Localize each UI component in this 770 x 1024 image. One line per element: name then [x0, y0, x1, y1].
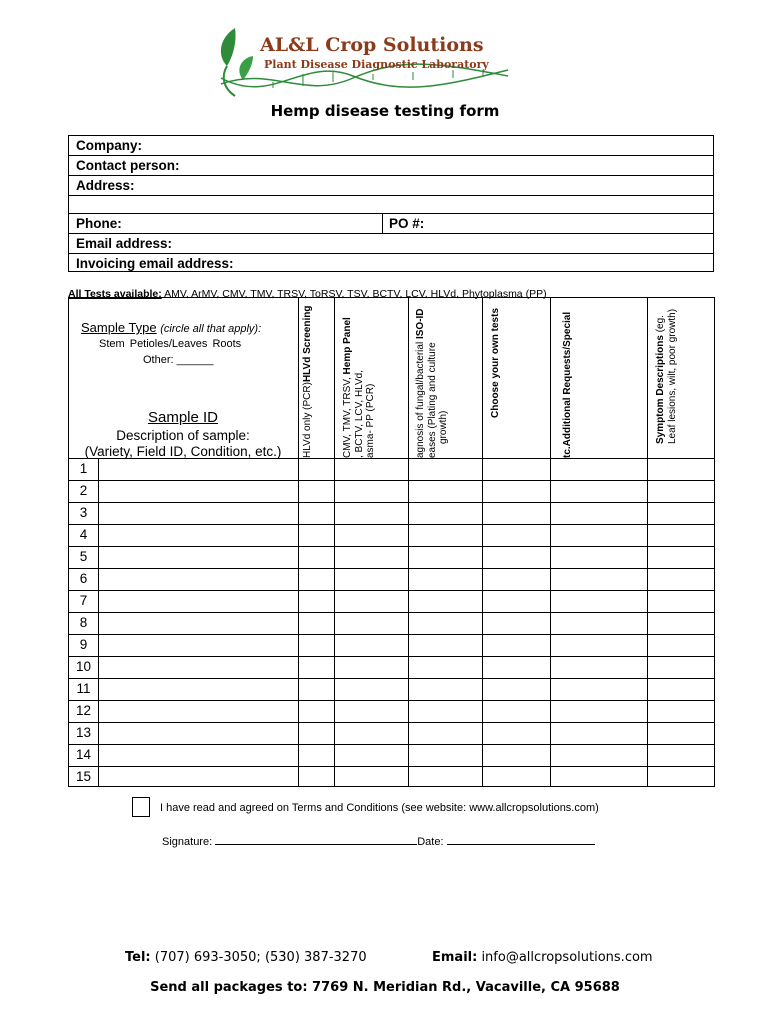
row-line	[69, 502, 714, 503]
company-label: Company:	[76, 138, 143, 153]
symptom-descriptions-header: Symptom Descriptions (eg. Leaf lesions, wilt, poor growth)	[655, 308, 678, 444]
row-number: 4	[79, 527, 88, 542]
sample-type-label: Sample Type (circle all that apply):	[81, 320, 262, 335]
form-title: Hemp disease testing form	[270, 102, 500, 120]
phone-label: Phone:	[76, 216, 122, 231]
po-field[interactable]: PO #:	[389, 216, 425, 231]
row-line	[69, 458, 714, 459]
choose-tests-header: Choose your own tests	[490, 307, 501, 418]
logo-subtitle: Plant Disease Diagnostic Laboratory	[264, 58, 489, 71]
row-number: 6	[79, 571, 88, 586]
hemp-panel-header: CMV, TMV, TRSV, Hemp Panel , BCTV, LCV, HLVd, asma- PP (PCR)	[342, 317, 376, 458]
row-number: 11	[76, 681, 91, 696]
row-number: 8	[79, 615, 88, 630]
row-line	[69, 546, 714, 547]
footer-email: Email: info@allcropsolutions.com	[432, 950, 653, 965]
po-divider	[382, 214, 383, 234]
row-number: 2	[79, 483, 88, 498]
invoice-email-label: Invoicing email address:	[76, 256, 234, 271]
terms-agreement-text: I have read and agreed on Terms and Conditions (see website: www.allcropsolutions.com)	[160, 802, 599, 814]
col-line	[334, 298, 335, 786]
row-number: 13	[75, 725, 92, 740]
tests-available-label: All Tests available:	[68, 288, 162, 300]
col-line	[550, 298, 551, 786]
row-number: 12	[75, 703, 92, 718]
sample-id-label: Sample ID	[147, 409, 219, 426]
special-requests-header: tc.Additional Requests/Special	[562, 311, 573, 458]
row-number: 5	[79, 549, 88, 564]
hlvd-screening-header: HLVd only (PCR)HLVd Screening	[302, 305, 313, 458]
signature-field[interactable]	[215, 834, 417, 845]
footer-phone: Tel: (707) 693-3050; (530) 387-3270	[125, 950, 367, 965]
row-line	[69, 634, 714, 635]
row-line	[69, 480, 714, 481]
sample-parts-options[interactable]: Stem Petioles/Leaves Roots	[99, 338, 242, 350]
sample-table	[68, 297, 715, 787]
col-line	[298, 298, 299, 786]
row-line	[69, 656, 714, 657]
sample-description-label: Description of sample:	[116, 428, 250, 443]
row-number: 9	[79, 637, 88, 652]
row-line	[69, 700, 714, 701]
shipping-address: Send all packages to: 7769 N. Meridian Rd., Vacaville, CA 95688	[150, 980, 620, 995]
terms-checkbox[interactable]	[132, 797, 150, 817]
logo-title: AL&L Crop Solutions	[260, 34, 484, 56]
address-label: Address:	[76, 178, 135, 193]
row-number: 14	[75, 747, 92, 762]
date-label: Date:	[417, 836, 447, 848]
col-line	[647, 298, 648, 786]
row-line	[69, 524, 714, 525]
row-line	[69, 722, 714, 723]
contact-label: Contact person:	[76, 158, 180, 173]
contact-info-box	[68, 135, 714, 272]
company-field[interactable]	[69, 136, 713, 156]
signature-line	[162, 834, 595, 848]
row-number: 1	[79, 461, 88, 476]
row-line	[69, 612, 714, 613]
row-line	[69, 568, 714, 569]
row-line	[69, 766, 714, 767]
col-line	[408, 298, 409, 786]
company-logo	[213, 26, 513, 104]
row-number: 15	[75, 769, 92, 784]
row-line	[69, 590, 714, 591]
contact-person-field[interactable]	[69, 156, 713, 176]
tests-available-list: AMV, ArMV, CMV, TMV, TRSV, ToRSV, TSV, BCTV, LCV, HLVd, Phytoplasma (PP)	[161, 288, 547, 300]
email-field[interactable]	[69, 234, 713, 254]
row-number: 3	[79, 505, 88, 520]
sample-other-option[interactable]: Other: ______	[143, 354, 214, 366]
sample-description-hint: (Variety, Field ID, Condition, etc.)	[84, 444, 282, 459]
address-line-2[interactable]	[69, 196, 713, 214]
iso-id-header: agnosis of fungal/bacterial ISO-ID eases (Plating and culture growth)	[415, 308, 449, 458]
row-number: 10	[75, 659, 92, 674]
email-label: Email address:	[76, 236, 173, 251]
row-line	[69, 678, 714, 679]
row-number: 7	[79, 593, 88, 608]
date-field[interactable]	[447, 834, 595, 845]
signature-label: Signature:	[162, 836, 216, 848]
col-line	[98, 458, 99, 786]
col-line	[482, 298, 483, 786]
invoice-email-field[interactable]	[69, 254, 713, 274]
row-line	[69, 744, 714, 745]
address-field[interactable]	[69, 176, 713, 196]
